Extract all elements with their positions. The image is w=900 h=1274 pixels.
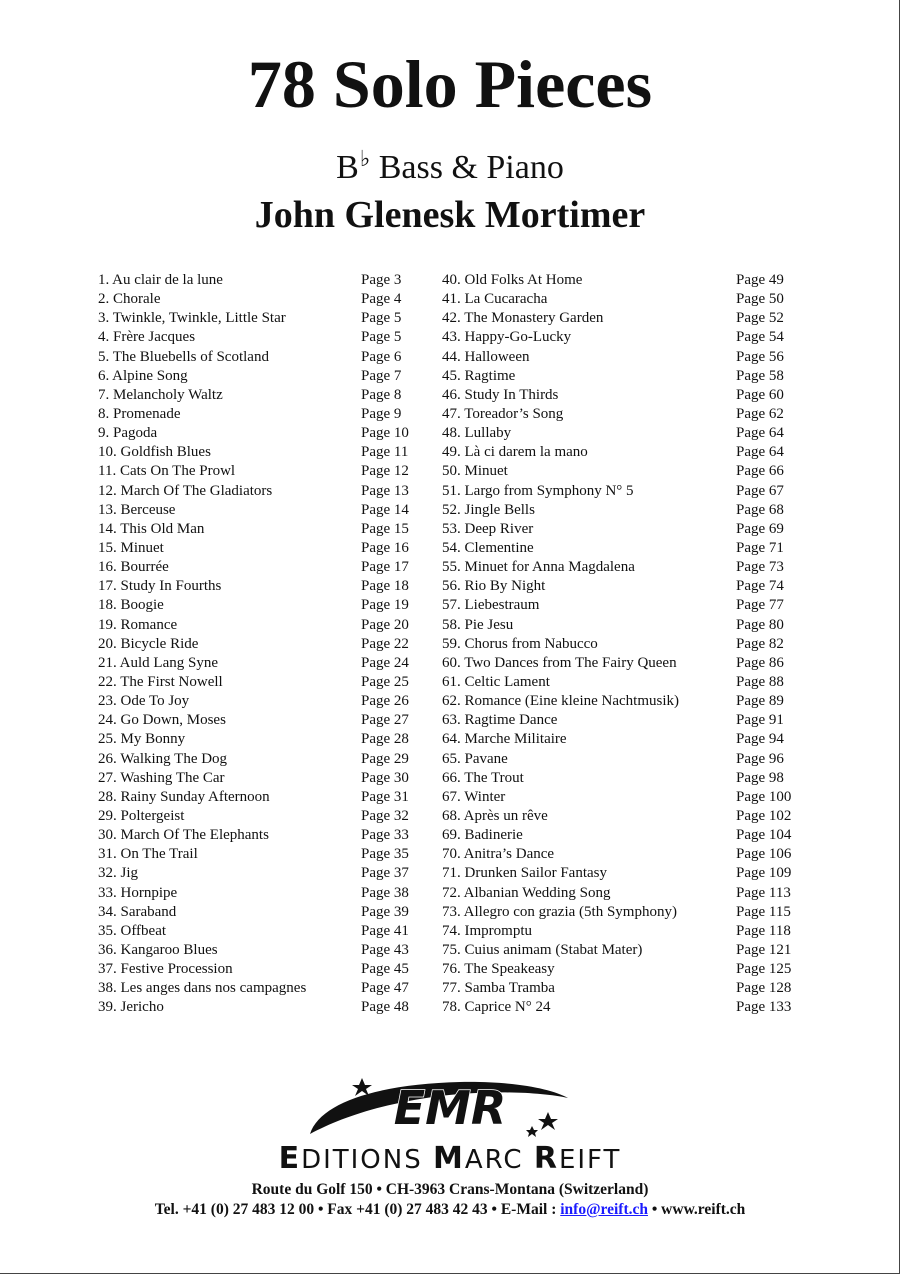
piece-title: 38. Les anges dans nos campagnes <box>98 980 307 997</box>
contents-entry <box>98 941 420 960</box>
contents-entry <box>98 405 420 424</box>
page-number: Page 30 <box>361 769 409 786</box>
piece-title: 31. On The Trail <box>98 846 198 863</box>
contents-entry <box>442 348 802 367</box>
contents-entry <box>442 367 802 386</box>
piece-title: 22. The First Nowell <box>98 673 223 690</box>
page-number: Page 10 <box>361 425 409 442</box>
contents-entry <box>442 309 802 328</box>
piece-title: 39. Jericho <box>98 999 164 1016</box>
contents-entry <box>442 711 802 730</box>
page-number: Page 47 <box>361 980 409 997</box>
page-number: Page 14 <box>361 501 409 518</box>
piece-title: 45. Ragtime <box>442 367 516 384</box>
contents-entry <box>442 807 802 826</box>
contents-entry <box>98 443 420 462</box>
piece-title: 1. Au clair de la lune <box>98 272 223 288</box>
piece-title: 49. Là ci darem la mano <box>442 444 588 461</box>
page-number: Page 88 <box>736 673 784 690</box>
page-number: Page 22 <box>361 635 409 652</box>
contents-entry <box>442 424 802 443</box>
page-number: Page 5 <box>361 329 402 346</box>
star-icon <box>526 1126 538 1137</box>
contents-entry <box>442 654 802 673</box>
piece-title: 6. Alpine Song <box>98 367 188 384</box>
page-number: Page 29 <box>361 750 409 767</box>
publisher-name <box>0 1141 900 1176</box>
page-number: Page 45 <box>361 961 409 978</box>
contents-entry <box>98 673 420 692</box>
page-number: Page 118 <box>736 922 791 939</box>
contents-entry <box>442 386 802 405</box>
contents-entry <box>442 290 802 309</box>
page-number: Page 102 <box>736 807 792 824</box>
contents-entry <box>442 616 802 635</box>
page-number: Page 43 <box>361 941 409 958</box>
page-number: Page 73 <box>736 559 784 576</box>
piece-title: 44. Halloween <box>442 348 530 365</box>
contents-entry <box>98 635 420 654</box>
contents-entry <box>98 922 420 941</box>
piece-title: 50. Minuet <box>442 463 508 480</box>
page-number: Page 7 <box>361 367 402 384</box>
contents-entry <box>442 558 802 577</box>
page-number: Page 77 <box>736 597 784 614</box>
contents-entry <box>442 750 802 769</box>
page-title: 78 Solo Pieces <box>247 46 653 122</box>
brand-initial-r: R <box>533 1141 559 1176</box>
page-number: Page 121 <box>736 941 792 958</box>
piece-title: 16. Bourrée <box>98 559 169 576</box>
piece-title: 66. The Trout <box>442 769 524 786</box>
page-number: Page 6 <box>361 348 402 365</box>
page-number: Page 18 <box>361 578 409 595</box>
contents-entry <box>98 654 420 673</box>
piece-title: 53. Deep River <box>442 520 534 537</box>
page-number: Page 4 <box>361 291 402 308</box>
contents-entry <box>98 998 420 1017</box>
contents-entry <box>98 577 420 596</box>
page-number: Page 69 <box>736 520 784 537</box>
page-number: Page 115 <box>736 903 791 920</box>
page-number: Page 71 <box>736 539 784 556</box>
piece-title: 42. The Monastery Garden <box>442 310 604 327</box>
piece-title: 70. Anitra’s Dance <box>442 846 555 863</box>
piece-title: 29. Poltergeist <box>98 807 185 824</box>
piece-title: 13. Berceuse <box>98 501 176 518</box>
piece-title: 4. Frère Jacques <box>98 329 196 346</box>
page-number: Page 3 <box>361 272 402 288</box>
publisher-contact <box>0 1200 900 1220</box>
contents-entry <box>442 501 802 520</box>
page-number: Page 17 <box>361 559 409 576</box>
piece-title: 20. Bicycle Ride <box>98 635 199 652</box>
contents-entry <box>442 539 802 558</box>
page-number: Page 82 <box>736 635 784 652</box>
page-number: Page 5 <box>361 310 402 327</box>
contact-phone-fax: Tel. +41 (0) 27 483 12 00 • Fax +41 (0) 27 483 42 43 • E-Mail : <box>154 1201 561 1218</box>
brand-word-eift: EIFT <box>558 1145 622 1175</box>
contents-entry <box>442 635 802 654</box>
page-number: Page 96 <box>736 750 784 767</box>
page-number: Page 64 <box>736 444 784 461</box>
page-number: Page 109 <box>736 865 792 882</box>
page-number: Page 13 <box>361 482 409 499</box>
contents-entry <box>442 960 802 979</box>
page-number: Page 74 <box>736 578 784 595</box>
page-number: Page 54 <box>736 329 784 346</box>
piece-title: 18. Boogie <box>98 597 164 614</box>
piece-title: 5. The Bluebells of Scotland <box>98 348 269 365</box>
brand-word-ditions: DITIONS <box>301 1145 433 1175</box>
page-number: Page 26 <box>361 693 409 710</box>
piece-title: 56. Rio By Night <box>442 578 546 595</box>
piece-title: 71. Drunken Sailor Fantasy <box>442 865 607 882</box>
piece-title: 65. Pavane <box>442 750 508 767</box>
piece-title: 68. Après un rêve <box>442 807 548 824</box>
piece-title: 7. Melancholy Waltz <box>98 386 223 403</box>
piece-title: 33. Hornpipe <box>98 884 178 901</box>
piece-title: 48. Lullaby <box>442 425 512 442</box>
piece-title: 30. March Of The Elephants <box>98 827 269 844</box>
contents-entry <box>442 788 802 807</box>
star-icon <box>538 1112 558 1130</box>
contents-entry <box>98 539 420 558</box>
page-number: Page 48 <box>361 999 409 1016</box>
page-number: Page 104 <box>736 827 792 844</box>
piece-title: 37. Festive Procession <box>98 961 233 978</box>
contents-entry <box>98 692 420 711</box>
piece-title: 61. Celtic Lament <box>442 673 550 690</box>
piece-title: 10. Goldfish Blues <box>98 444 211 461</box>
page-number: Page 52 <box>736 310 784 327</box>
page-number: Page 50 <box>736 291 784 308</box>
page-number: Page 64 <box>736 425 784 442</box>
page-number: Page 9 <box>361 405 402 422</box>
page-number: Page 32 <box>361 807 409 824</box>
piece-title: 47. Toreador’s Song <box>442 405 564 422</box>
page-number: Page 24 <box>361 654 409 671</box>
brand-initial-m: M <box>432 1141 465 1176</box>
page-number: Page 35 <box>361 846 409 863</box>
contents-entry <box>98 960 420 979</box>
contents-entry <box>442 864 802 883</box>
page-number: Page 28 <box>361 731 409 748</box>
piece-title: 51. Largo from Symphony N° 5 <box>442 482 634 499</box>
piece-title: 14. This Old Man <box>98 520 205 537</box>
piece-title: 40. Old Folks At Home <box>442 272 583 288</box>
page-number: Page 100 <box>736 788 792 805</box>
piece-title: 43. Happy-Go-Lucky <box>442 329 572 346</box>
contents-entry <box>98 328 420 347</box>
contents-entry <box>98 845 420 864</box>
subtitle-note: B <box>336 149 359 186</box>
email-link[interactable]: info@reift.ch <box>560 1201 648 1218</box>
piece-title: 64. Marche Militaire <box>442 731 567 748</box>
contents-entry <box>442 979 802 998</box>
contents-entry <box>442 730 802 749</box>
piece-title: 59. Chorus from Nabucco <box>442 635 598 652</box>
contents-entry <box>442 520 802 539</box>
page-number: Page 41 <box>361 922 409 939</box>
page-number: Page 106 <box>736 846 792 863</box>
piece-title: 63. Ragtime Dance <box>442 712 558 729</box>
brand-initial-e: E <box>278 1141 302 1176</box>
page-number: Page 37 <box>361 865 409 882</box>
contents-entry <box>98 596 420 615</box>
page-number: Page 68 <box>736 501 784 518</box>
contents-entry <box>98 271 420 290</box>
piece-title: 58. Pie Jesu <box>442 616 514 633</box>
emr-logo-text: EMR <box>393 1081 507 1135</box>
contents-entry <box>98 520 420 539</box>
contents-entry <box>442 941 802 960</box>
contents-entry <box>442 998 802 1017</box>
piece-title: 11. Cats On The Prowl <box>98 463 236 480</box>
contents-entry <box>98 482 420 501</box>
page-number: Page 58 <box>736 367 784 384</box>
page-number: Page 67 <box>736 482 784 499</box>
piece-title: 3. Twinkle, Twinkle, Little Star <box>98 310 286 327</box>
piece-title: 74. Impromptu <box>442 922 532 939</box>
contents-entry <box>98 348 420 367</box>
page-number: Page 31 <box>361 788 409 805</box>
contents-entry <box>98 290 420 309</box>
piece-title: 28. Rainy Sunday Afternoon <box>98 788 270 805</box>
piece-title: 62. Romance (Eine kleine Nachtmusik) <box>442 693 680 710</box>
brand-word-arc: ARC <box>464 1145 534 1175</box>
piece-title: 67. Winter <box>442 788 506 805</box>
page-number: Page 8 <box>361 386 402 403</box>
page-number: Page 25 <box>361 673 409 690</box>
page-number: Page 33 <box>361 827 409 844</box>
contents-entry <box>442 482 802 501</box>
contents-entry <box>442 903 802 922</box>
piece-title: 34. Saraband <box>98 903 177 920</box>
piece-title: 75. Cuius animam (Stabat Mater) <box>442 941 643 958</box>
star-icon <box>352 1078 372 1096</box>
piece-title: 69. Badinerie <box>442 827 523 844</box>
publisher-address: Route du Golf 150 • CH-3963 Crans-Montana (Switzerland) <box>251 1181 649 1198</box>
piece-title: 17. Study In Fourths <box>98 578 222 595</box>
contents-entry <box>98 309 420 328</box>
page-number: Page 38 <box>361 884 409 901</box>
page-number: Page 94 <box>736 731 784 748</box>
contents-entry <box>98 424 420 443</box>
page-number: Page 27 <box>361 712 409 729</box>
contents-entry <box>98 788 420 807</box>
piece-title: 21. Auld Lang Syne <box>98 654 218 671</box>
subtitle-rest: Bass & Piano <box>370 149 564 186</box>
contents-entry <box>98 558 420 577</box>
contents-entry <box>98 501 420 520</box>
contents-column-right <box>442 271 802 1017</box>
contents-entry <box>442 884 802 903</box>
contents-entry <box>442 577 802 596</box>
contact-website: • www.reift.ch <box>648 1201 746 1218</box>
contents-entry <box>98 884 420 903</box>
instrumentation-subtitle <box>0 138 900 189</box>
piece-title: 32. Jig <box>98 865 139 882</box>
contents-entry <box>98 826 420 845</box>
piece-title: 2. Chorale <box>98 291 161 308</box>
contents-entry <box>98 386 420 405</box>
page-number: Page 60 <box>736 386 784 403</box>
contents-entry <box>98 769 420 788</box>
piece-title: 24. Go Down, Moses <box>98 712 226 729</box>
piece-title: 27. Washing The Car <box>98 769 225 786</box>
contents-entry <box>442 596 802 615</box>
piece-title: 41. La Cucaracha <box>442 291 548 308</box>
page-number: Page 11 <box>361 444 409 461</box>
piece-title: 9. Pagoda <box>98 425 158 442</box>
contents-entry <box>98 750 420 769</box>
page-number: Page 66 <box>736 463 784 480</box>
contents-entry <box>442 845 802 864</box>
piece-title: 23. Ode To Joy <box>98 693 190 710</box>
piece-title: 54. Clementine <box>442 539 534 556</box>
page-number: Page 16 <box>361 539 409 556</box>
contents-entry <box>98 864 420 883</box>
piece-title: 8. Promenade <box>98 405 181 422</box>
piece-title: 76. The Speakeasy <box>442 961 555 978</box>
piece-title: 60. Two Dances from The Fairy Queen <box>442 654 677 671</box>
piece-title: 46. Study In Thirds <box>442 386 559 403</box>
page-number: Page 12 <box>361 463 409 480</box>
contents-entry <box>98 730 420 749</box>
contents-entry <box>98 807 420 826</box>
piece-title: 72. Albanian Wedding Song <box>442 884 611 901</box>
piece-title: 57. Liebestraum <box>442 597 540 614</box>
contents-entry <box>98 711 420 730</box>
piece-title: 12. March Of The Gladiators <box>98 482 273 499</box>
page-number: Page 80 <box>736 616 784 633</box>
flat-sign: ♭ <box>359 146 371 171</box>
page-number: Page 98 <box>736 769 784 786</box>
piece-title: 73. Allegro con grazia (5th Symphony) <box>442 903 677 920</box>
piece-title: 25. My Bonny <box>98 731 186 748</box>
composer-name: John Glenesk Mortimer <box>254 194 646 236</box>
contents-entry <box>442 673 802 692</box>
page-number: Page 20 <box>361 616 409 633</box>
contents-entry <box>442 922 802 941</box>
page-number: Page 86 <box>736 654 784 671</box>
page-number: Page 125 <box>736 961 792 978</box>
contents-column-left <box>98 271 420 1017</box>
piece-title: 55. Minuet for Anna Magdalena <box>442 559 635 576</box>
contents-entry <box>98 903 420 922</box>
contents-entry <box>442 769 802 788</box>
page-number: Page 113 <box>736 884 791 901</box>
contents-entry <box>442 462 802 481</box>
piece-title: 52. Jingle Bells <box>442 501 535 518</box>
piece-title: 15. Minuet <box>98 539 164 556</box>
page-number: Page 15 <box>361 520 409 537</box>
piece-title: 77. Samba Tramba <box>442 980 555 997</box>
page-number: Page 62 <box>736 405 784 422</box>
page-number: Page 39 <box>361 903 409 920</box>
contents-entry <box>442 271 802 290</box>
page-number: Page 133 <box>736 999 792 1016</box>
contents-entry <box>98 979 420 998</box>
contents-entry <box>442 405 802 424</box>
contents-entry <box>98 616 420 635</box>
contents-entry <box>442 443 802 462</box>
contents-entry <box>442 826 802 845</box>
piece-title: 78. Caprice N° 24 <box>442 999 551 1016</box>
piece-title: 35. Offbeat <box>98 922 167 939</box>
contents-entry <box>98 462 420 481</box>
piece-title: 36. Kangaroo Blues <box>98 941 218 958</box>
contents-entry <box>98 367 420 386</box>
page-number: Page 89 <box>736 693 784 710</box>
piece-title: 26. Walking The Dog <box>98 750 228 767</box>
page-number: Page 49 <box>736 272 784 288</box>
page-number: Page 91 <box>736 712 784 729</box>
emr-logo <box>300 1072 600 1144</box>
piece-title: 19. Romance <box>98 616 178 633</box>
page-number: Page 19 <box>361 597 409 614</box>
contents-entry <box>442 692 802 711</box>
page-number: Page 56 <box>736 348 784 365</box>
contents-entry <box>442 328 802 347</box>
page-number: Page 128 <box>736 980 792 997</box>
